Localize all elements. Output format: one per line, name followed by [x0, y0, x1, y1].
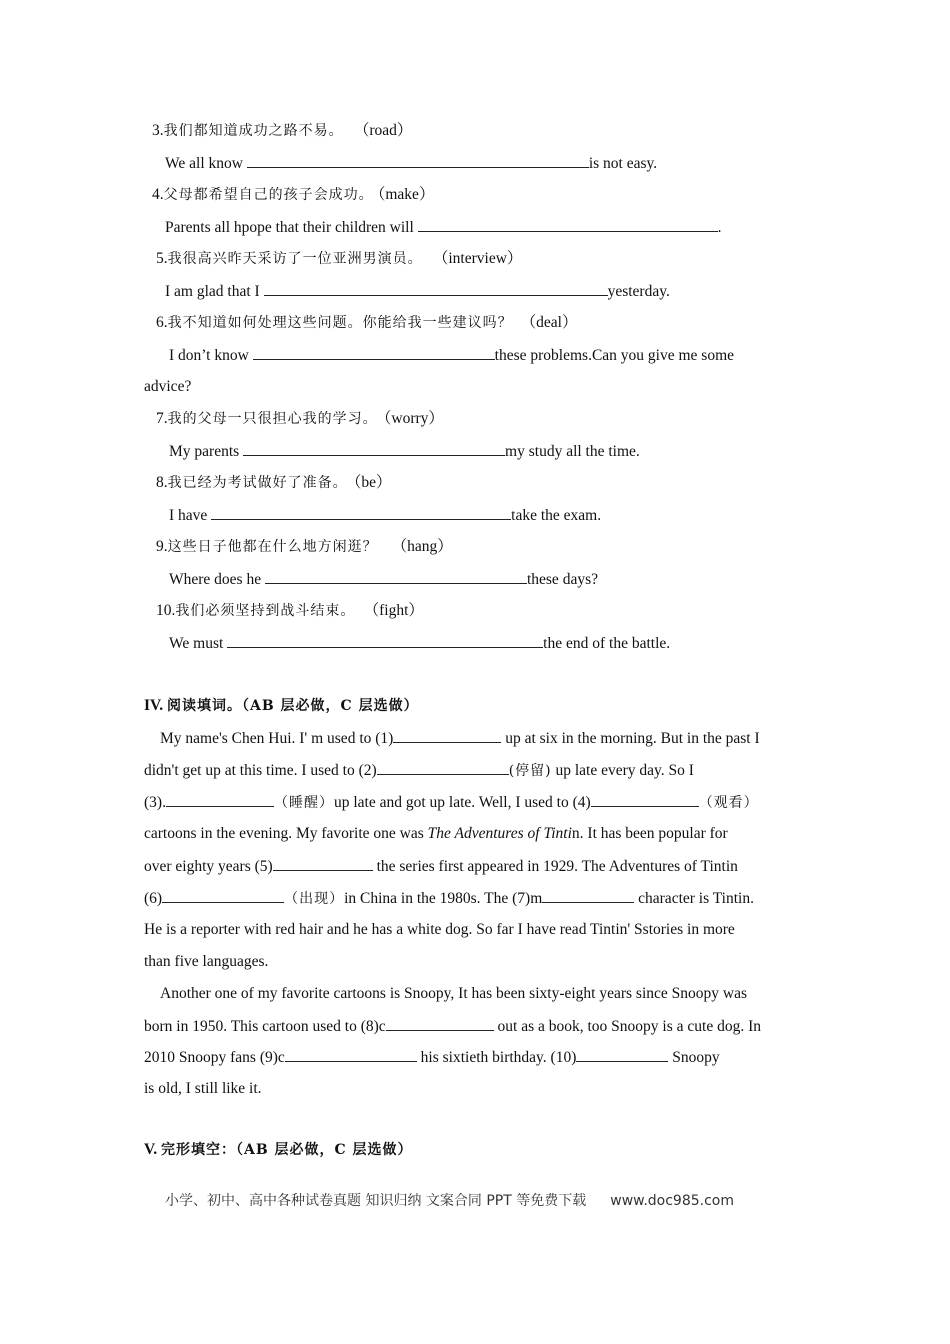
answer-blank[interactable]: [591, 792, 699, 807]
reading-line: Another one of my favorite cartoons is Snoopy, It has been sixty-eight years since Snoopy was: [160, 985, 748, 1002]
item-6-prompt: 6.我不知道如何处理这些问题。你能给我一些建议吗？ （deal）: [156, 314, 578, 331]
item-10-prompt: 10.我们必须坚持到战斗结束。 （fight）: [156, 602, 424, 619]
reading-line: didn't get up at this time. I used to (2) (停留) up late every day. So I: [144, 762, 694, 779]
item-5-prompt: 5.我很高兴昨天采访了一位亚洲男演员。 （interview）: [156, 250, 523, 267]
item-6-sentence-cont: advice?: [144, 378, 192, 395]
reading-line: is old, I still like it.: [144, 1080, 262, 1097]
item-7-prompt: 7.我的父母一只很担心我的学习。 （worry）: [156, 410, 444, 427]
reading-line: (6) （出现）in China in the 1980s. The (7)m character is Tintin.: [144, 890, 754, 907]
item-3-prompt: 3.我们都知道成功之路不易。 （road）: [152, 122, 413, 139]
item-4-prompt: 4.父母都希望自己的孩子会成功。 （make）: [152, 186, 435, 203]
section-4-title: IV. 阅读填词。（AB 层必做，C 层选做）: [144, 697, 419, 714]
answer-blank[interactable]: [253, 345, 495, 360]
item-6-sentence: I don’t know these problems.Can you give me some: [169, 347, 735, 364]
reading-line: He is a reporter with red hair and he has a white dog. So far I have read Tintin' Sstories in more: [144, 921, 735, 938]
item-4-sentence: Parents all hpope that their children will .: [165, 219, 722, 236]
answer-blank[interactable]: [247, 153, 589, 168]
item-9-sentence: Where does he these days?: [169, 571, 598, 588]
footer-url[interactable]: www.doc985.com: [610, 1193, 734, 1209]
answer-blank[interactable]: [227, 633, 543, 648]
reading-line: 2010 Snoopy fans (9)c his sixtieth birthday. (10) Snoopy: [144, 1049, 720, 1066]
item-8-sentence: I have take the exam.: [169, 507, 602, 524]
answer-blank[interactable]: [166, 792, 274, 807]
item-9-prompt: 9.这些日子他都在什么地方闲逛？ （hang）: [156, 538, 453, 555]
answer-blank[interactable]: [418, 217, 718, 232]
reading-line: cartoons in the evening. My favorite one was The Adventures of Tintin. It has been popular for: [144, 825, 728, 842]
reading-line: born in 1950. This cartoon used to (8)c out as a book, too Snoopy is a cute dog. In: [144, 1018, 762, 1035]
item-3-sentence: We all know is not easy.: [165, 155, 658, 172]
footer: [165, 1190, 734, 1210]
answer-blank[interactable]: [542, 888, 634, 903]
answer-blank[interactable]: [243, 441, 505, 456]
reading-line: (3). （睡醒）up late and got up late. Well, I used to (4) （观看）: [144, 794, 759, 811]
reading-line: My name's Chen Hui. I' m used to (1) up at six in the morning. But in the past I: [160, 730, 760, 747]
reading-line: over eighty years (5) the series first appeared in 1929. The Adventures of Tintin: [144, 858, 738, 875]
footer-text: 小学、初中、高中各种试卷真题 知识归纳 文案合同 PPT 等免费下载: [165, 1193, 587, 1209]
answer-blank[interactable]: [285, 1047, 417, 1062]
item-7-sentence: My parents my study all the time.: [169, 443, 640, 460]
answer-blank[interactable]: [265, 569, 527, 584]
item-5-sentence: I am glad that I yesterday.: [165, 283, 670, 300]
answer-blank[interactable]: [377, 760, 509, 775]
answer-blank[interactable]: [162, 888, 284, 903]
item-10-sentence: We must the end of the battle.: [169, 635, 671, 652]
reading-line: than five languages.: [144, 953, 269, 970]
answer-blank[interactable]: [386, 1016, 494, 1031]
answer-blank[interactable]: [576, 1047, 668, 1062]
section-5-title: V. 完形填空：（AB 层必做，C 层选做）: [144, 1141, 413, 1158]
answer-blank[interactable]: [273, 856, 373, 871]
answer-blank[interactable]: [393, 728, 501, 743]
answer-blank[interactable]: [264, 281, 608, 296]
answer-blank[interactable]: [211, 505, 511, 520]
item-8-prompt: 8.我已经为考试做好了准备。 （be）: [156, 474, 392, 491]
